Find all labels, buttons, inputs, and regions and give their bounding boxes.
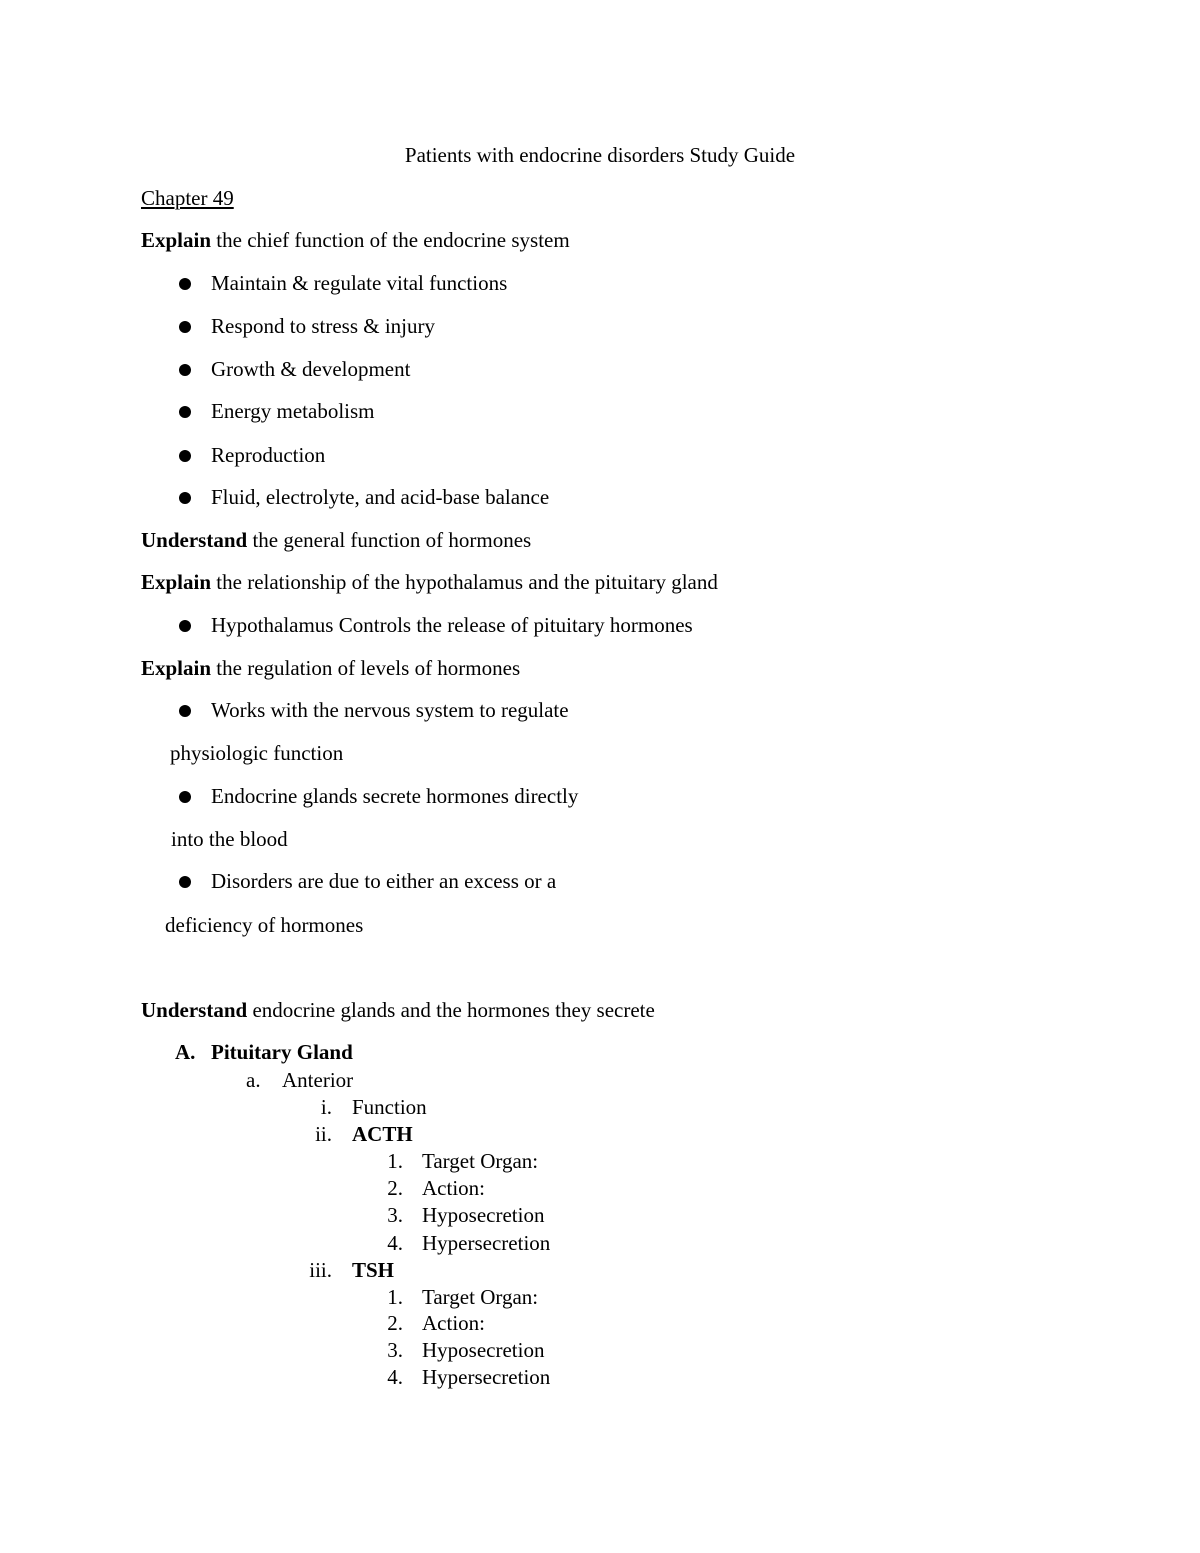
list-item: Fluid, electrolyte, and acid-base balance: [211, 485, 550, 509]
outline-subitem: Action:: [422, 1311, 485, 1335]
objective-verb: Explain: [141, 570, 212, 594]
outline-marker: 1.: [387, 1149, 403, 1173]
bullet-icon: [179, 705, 191, 717]
outline-subitem: Hyposecretion: [422, 1338, 545, 1362]
objective-text: endocrine glands and the hormones they secrete: [247, 998, 655, 1022]
list-item: Maintain & regulate vital functions: [211, 271, 508, 295]
outline-subitem: Hypersecretion: [422, 1231, 551, 1255]
bullet-icon: [179, 791, 191, 803]
list-item: Reproduction: [211, 443, 326, 467]
bullet-icon: [179, 620, 191, 632]
outline-marker: 4.: [387, 1365, 403, 1389]
outline-marker: i.: [320, 1095, 332, 1119]
list-item-continuation: deficiency of hormones: [165, 913, 364, 937]
outline-marker: iii.: [309, 1258, 332, 1282]
outline-marker: 1.: [387, 1285, 403, 1309]
hormone-heading: ACTH: [352, 1122, 413, 1146]
list-item: Disorders are due to either an excess or a: [211, 869, 557, 893]
list-item: Energy metabolism: [211, 399, 375, 423]
objective-hormone-function: [141, 530, 531, 551]
objective-regulation: [141, 658, 520, 679]
objective-chief-function: [141, 230, 570, 251]
bullet-icon: [179, 450, 191, 462]
objective-glands: [141, 1000, 655, 1021]
bullet-icon: [179, 321, 191, 333]
objective-verb: Understand: [141, 998, 248, 1022]
outline-item: Function: [352, 1095, 427, 1119]
outline-marker: 3.: [387, 1338, 403, 1362]
objective-verb: Explain: [141, 656, 212, 680]
bullet-icon: [179, 278, 191, 290]
bullet-icon: [179, 876, 191, 888]
objective-text: the chief function of the endocrine system: [211, 228, 570, 252]
outline-marker: 4.: [387, 1231, 403, 1255]
list-item: Hypothalamus Controls the release of pituitary hormones: [211, 613, 693, 637]
chapter-heading: Chapter 49: [141, 186, 234, 210]
bullet-icon: [179, 364, 191, 376]
outline-subitem: Target Organ:: [422, 1149, 539, 1173]
outline-marker: 2.: [387, 1176, 403, 1200]
outline-subitem: Action:: [422, 1176, 485, 1200]
outline-marker: ii.: [315, 1122, 332, 1146]
outline-subitem: Hypersecretion: [422, 1365, 551, 1389]
objective-verb: Understand: [141, 528, 248, 552]
objective-text: the regulation of levels of hormones: [211, 656, 521, 680]
outline-subitem: Hyposecretion: [422, 1203, 545, 1227]
hormone-heading: TSH: [352, 1258, 395, 1282]
outline-marker: 3.: [387, 1203, 403, 1227]
page-title: Patients with endocrine disorders Study Guide: [404, 143, 796, 167]
list-item-continuation: physiologic function: [170, 741, 344, 765]
gland-heading: Pituitary Gland: [211, 1040, 353, 1064]
list-item: Growth & development: [211, 357, 411, 381]
outline-marker: 2.: [387, 1311, 403, 1335]
outline-marker: A.: [175, 1040, 196, 1064]
list-item: Respond to stress & injury: [211, 314, 435, 338]
objective-hypothalamus: [141, 572, 718, 593]
bullet-icon: [179, 406, 191, 418]
objective-text: the general function of hormones: [247, 528, 532, 552]
outline-marker: a.: [246, 1068, 261, 1092]
list-item: Works with the nervous system to regulate: [211, 698, 569, 722]
objective-text: the relationship of the hypothalamus and the pituitary gland: [211, 570, 718, 594]
objective-verb: Explain: [141, 228, 212, 252]
lobe-heading: Anterior: [282, 1068, 354, 1092]
outline-subitem: Target Organ:: [422, 1285, 539, 1309]
list-item-continuation: into the blood: [171, 827, 288, 851]
bullet-icon: [179, 492, 191, 504]
list-item: Endocrine glands secrete hormones directly: [211, 784, 579, 808]
